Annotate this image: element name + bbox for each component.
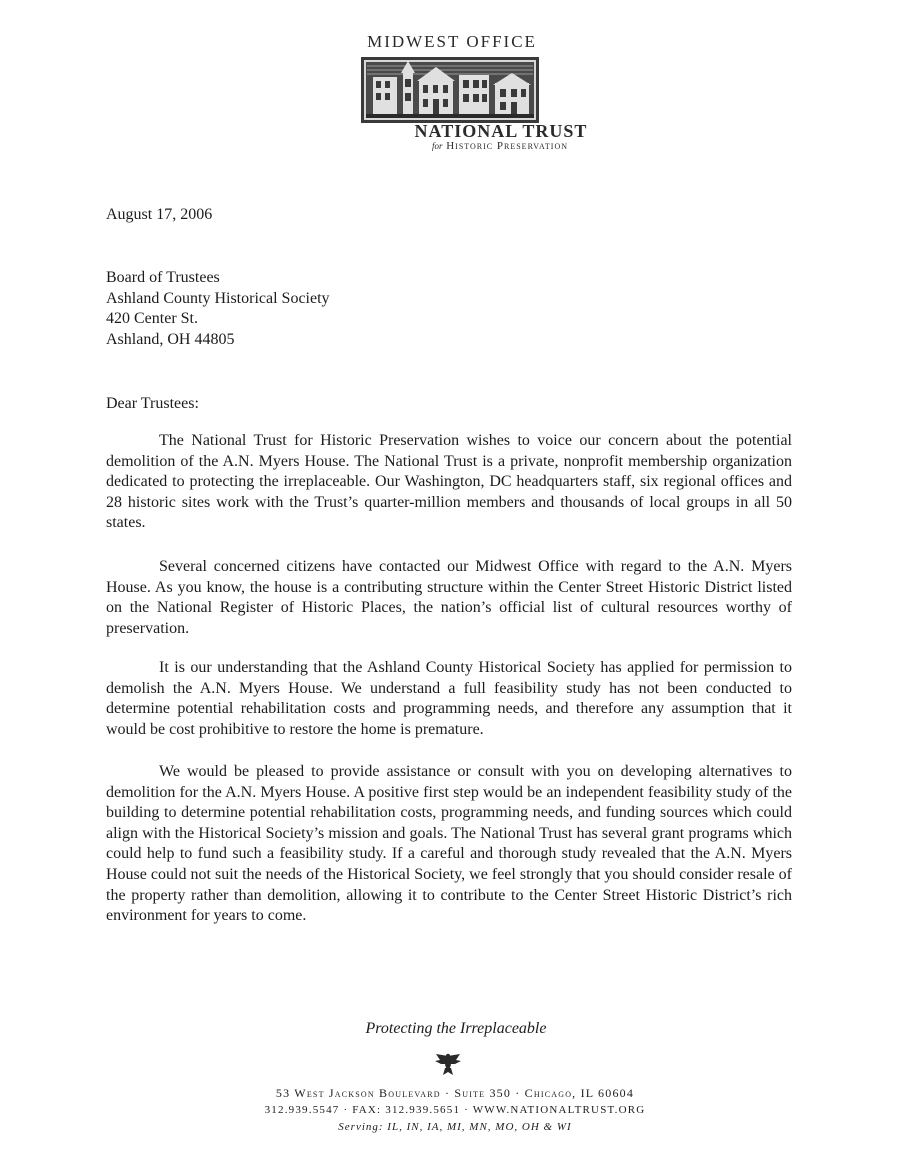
footer-tagline: Protecting the Irreplaceable: [365, 1020, 547, 1037]
body-paragraph: It is our understanding that the Ashland County Historical Society has applied for permission to demolish the A.N. Myers House. We understand a full feasibility study has not been conducted to determine potential rehabilitation costs and programming needs, and therefore any assumption that it would be cost prohibitive to restore the home is premature.: [106, 659, 792, 738]
organization-subtitle-prefix: for: [431, 141, 443, 151]
body-paragraph: Several concerned citizens have contacted our Midwest Office with regard to the A.N. Myers House. As you know, the house is a contributing structure within the Center Street Historic District listed on the National Register of Historic Places, the nation’s official list of cultural resources worthy of preservation.: [106, 558, 792, 637]
recipient-address: [106, 268, 330, 350]
eagle-emblem-icon: [433, 1052, 463, 1078]
organization-subtitle-text: Historic Preservation: [446, 140, 569, 152]
letter-date: August 17, 2006: [106, 206, 213, 223]
salutation: Dear Trustees:: [106, 395, 199, 412]
footer-serving-states: Serving: IL, IN, IA, MI, MN, MO, OH & WI: [338, 1121, 572, 1133]
footer-contact: 312.939.5547 · FAX: 312.939.5651 · WWW.NATIONALTRUST.ORG: [264, 1104, 646, 1116]
address-line: Ashland County Historical Society: [106, 289, 330, 307]
historic-buildings-woodcut-icon: [361, 57, 539, 123]
organization-subtitle: [0, 140, 904, 152]
office-name: MIDWEST OFFICE: [367, 32, 537, 51]
organization-name: NATIONAL TRUST: [414, 121, 588, 141]
address-line: Board of Trustees: [106, 269, 220, 286]
address-line: 420 Center St.: [106, 310, 198, 327]
body-paragraph: The National Trust for Historic Preservation wishes to voice our concern about the potential demolition of the A.N. Myers House. The National Trust is a private, nonprofit membership organization dedicated to protecting the irreplaceable. Our Washington, DC headquarters staff, six regional offices and 28 historic sites work with the Trust’s quarter-million members and thousands of local groups in all 50 states.: [106, 432, 792, 532]
footer-address: 53 West Jackson Boulevard · Suite 350 · Chicago, IL 60604: [275, 1086, 635, 1100]
address-line: Ashland, OH 44805: [106, 330, 235, 348]
body-paragraph: We would be pleased to provide assistance or consult with you on developing alternatives to demolition for the A.N. Myers House. A positive first step would be an independent feasibility study of the building to determine potential rehabilitation costs, programming needs, and funding sources which could align with the Historical Society’s mission and goals. The National Trust has several grant programs which could help to fund such a feasibility study. If a careful and thorough study revealed that the A.N. Myers House could not suit the needs of the Historical Society, we feel strongly that you should consider resale of the property rather than demolition, allowing it to contribute to the Center Street Historic District’s rich environment for years to come.: [106, 763, 792, 925]
